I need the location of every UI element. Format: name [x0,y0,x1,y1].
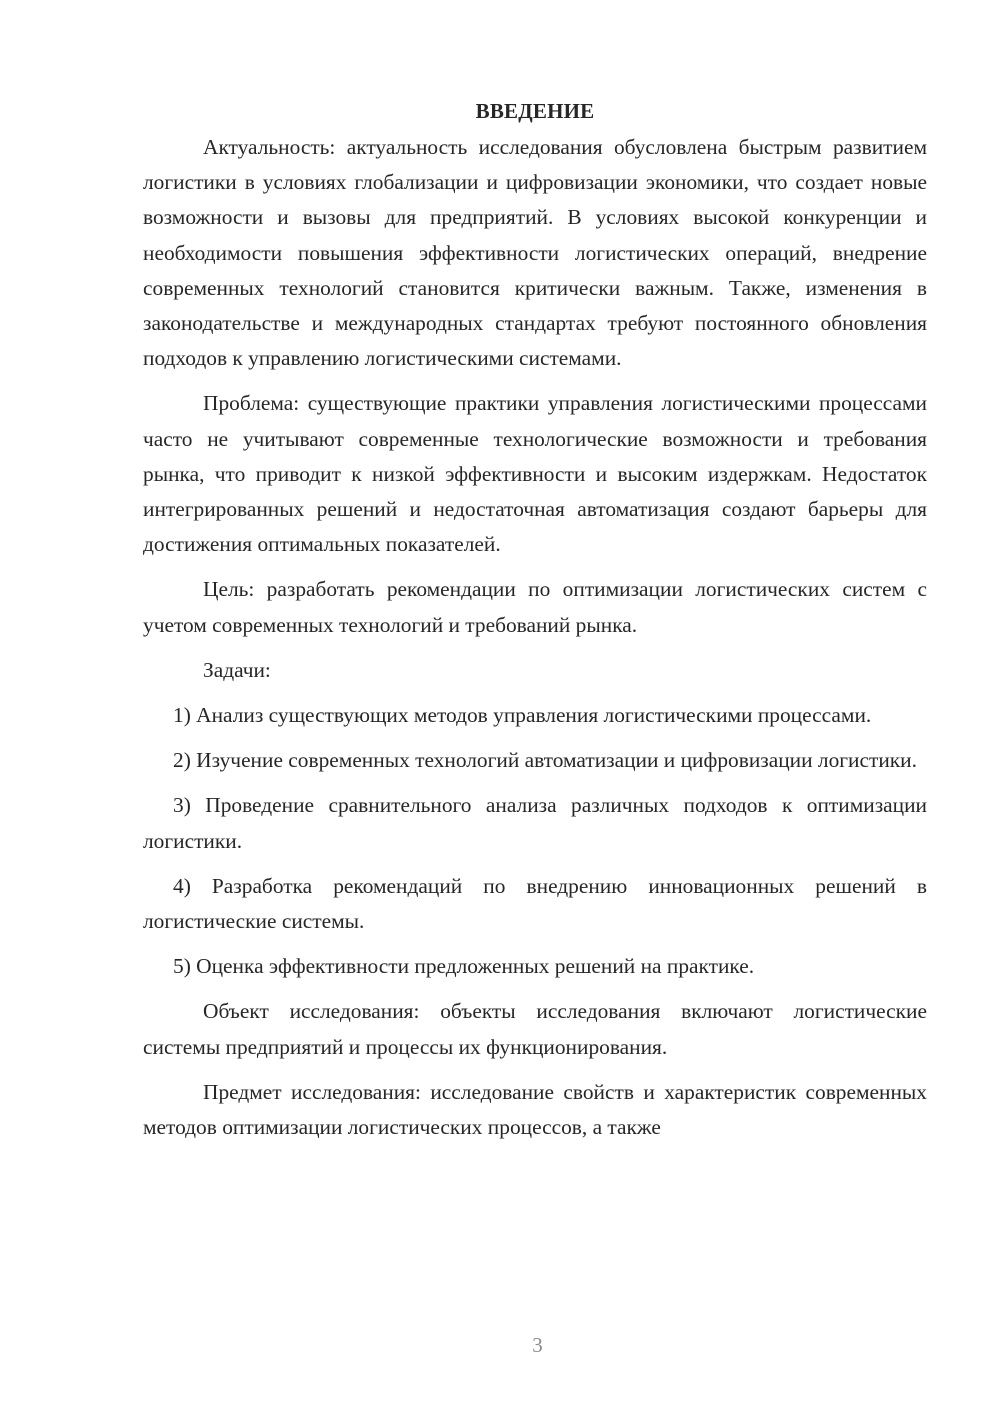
task-item: 5) Оценка эффективности предложенных решений на практике. [173,954,755,979]
task-item: 2) Изучение современных технологий автоматизации и цифровизации логистики. [173,748,917,773]
subject-paragraph: Предмет исследования: исследование свойств и характеристик современных методов оптимизации логистических процессов, а также [143,1079,927,1140]
goal-paragraph: Цель: разработать рекомендации по оптимизации логистических систем с учетом современных технологий и требований рынка. [143,577,927,637]
task-item: 1) Анализ существующих методов управления логистическими процессами. [173,703,872,728]
page-number: 3 [532,1333,543,1357]
problem-paragraph: Проблема: существующие практики управления логистическими процессами часто не учитывают современные технологические возможности и требования рынка, что приводит к низкой эффективности и высоким издержкам. Недостаток интегрированных решений и недостаточная автоматизация создают барьеры для достижения оптимальных показателей. [143,391,927,557]
object-paragraph: Объект исследования: объекты исследования включают логистические системы предприятий и процессы их функционирования. [143,999,927,1059]
section-heading: ВВЕДЕНИЕ [475,99,595,123]
task-item: 3) Проведение сравнительного анализа различных подходов к оптимизации логистики. [143,793,927,853]
task-item: 4) Разработка рекомендаций по внедрению инновационных решений в логистические системы. [143,873,927,934]
document-page [143,94,927,1145]
tasks-label: Задачи: [203,657,271,682]
relevance-paragraph: Актуальность: актуальность исследования обусловлена быстрым развитием логистики в условиях глобализации и цифровизации экономики, что создает новые возможности и вызовы для предприятий. В условиях высокой конкуренции и необходимости повышения эффективности логистических операций, внедрение современных технологий становится критически важным. Также, изменения в законодательстве и международных стандартах требуют постоянного обновления подходов к управлению логистическими системами. [143,135,927,371]
